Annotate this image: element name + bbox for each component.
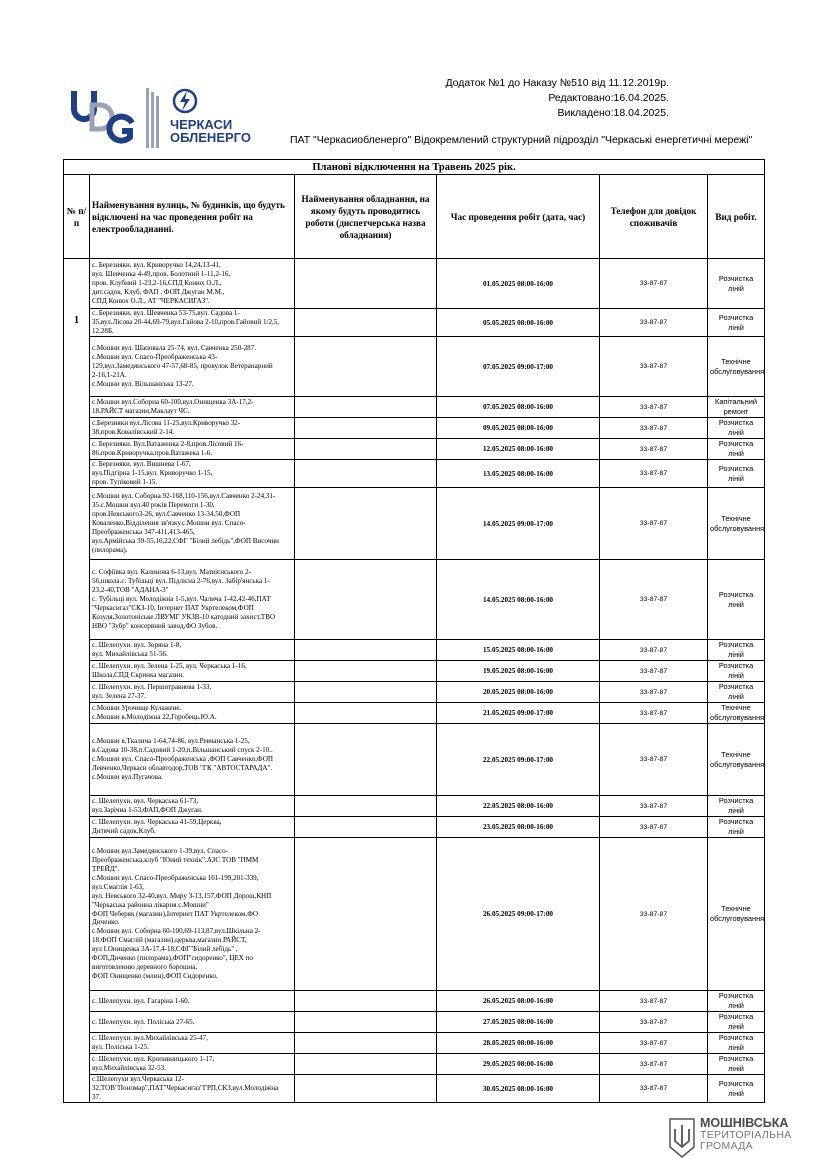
published-date: Викладено:18.04.2025.	[557, 107, 669, 119]
time-cell: 05.05.2025 08:00-16:00	[437, 309, 600, 337]
watermark-line3: ГРОМАДА	[700, 1140, 753, 1152]
work-type-cell: Розчистка ліній	[708, 661, 765, 682]
equipment-cell	[295, 337, 437, 397]
column-header-phone: Телефон для довідок споживачів	[600, 175, 708, 259]
work-type-cell: Капітальний ремонт	[708, 397, 765, 418]
streets-cell: с.Шелепухи вул.Черкаська 12- 32,ТОВ"Пономар",ПАТ"Черкасигаз"ГРП,СКЗ,вул.Молодіжна 37.	[90, 1075, 295, 1103]
table-row	[64, 488, 765, 560]
equipment-cell	[295, 397, 437, 418]
equipment-cell	[295, 682, 437, 703]
work-type-cell: Розчистка ліній	[708, 1075, 765, 1103]
work-type-cell: Технічне обслуговування	[708, 724, 765, 796]
table-body	[64, 259, 765, 1103]
equipment-cell	[295, 661, 437, 682]
time-cell: 14.05.2025 08:00-16:00	[437, 560, 600, 640]
table-row	[64, 337, 765, 397]
equipment-cell	[295, 1033, 437, 1054]
logo-stripes	[146, 88, 162, 148]
udg-logo	[70, 85, 135, 145]
streets-cell: с. Березняки. вул. Шевченка 53-75,вул. Садова 1- 35,вул.Лісова 20-44,69-79,вул.Гайова 2-10,пров.Гайовий 1/2,5, 12,28Б.	[90, 309, 295, 337]
streets-cell: с. Шелепухи. вул. Першотравнева 1-33, вул. Зелена 27-37.	[90, 682, 295, 703]
company-logo-text	[170, 118, 251, 144]
table-row	[64, 838, 765, 991]
streets-cell: с.Мошни вул. Соборна 92-168,110-156,вул.Савченко 2-24,31- 35.с.Мошни вул.40 років Перемоги 1-30, пров.Невського3-26, вул.Савченко 13-34,50,ФОП Коваленко,Відділення зв'язку.с.Мошни вул. Спасо- Преображенська 347-411,413-465, вул.Армійська 39-55,16,22,СФГ "Білий лебідь",ФОП Височин (пилорама).	[90, 488, 295, 560]
time-cell: 12.05.2025 08:00-16:00	[437, 439, 600, 460]
phone-cell: 33-87-87	[600, 661, 708, 682]
streets-cell: с. Софіївка вул. Калинова 6-13,вул. Матвієнського 2- 56,школа.с. Тубільці вул. Підлісна 2-76,вул. Забір'янська 1- 23,2-40,ТОВ "АДАНА-3" с. Тубільці вул. Молодіжна 1-5,вул. Чалича 1-42,42-46,ПАТ "Черкасигаз"СКЗ-10, Інтернет ПАТ Укртелеком,ФОП Козуля,Золотоніське ЛВУМГ УКЗВ-10 катодний захист,ТВО НВО "Зубр" консервний завод,ФО Зубов.	[90, 560, 295, 640]
document-header	[445, 76, 669, 121]
phone-cell: 33-87-87	[600, 703, 708, 724]
phone-cell: 33-87-87	[600, 397, 708, 418]
column-header-kind: Вид робіт.	[708, 175, 765, 259]
equipment-cell	[295, 703, 437, 724]
work-type-cell: Розчистка ліній	[708, 796, 765, 817]
column-header-time: Час проведення робіт (дата, час)	[437, 175, 600, 259]
streets-cell: с.Мошни в.Ткалича 1-64,74-86, вул.Ревчанська 1-25, в.Садова 10-38,п.Садовий 1-20,п.Вільшанський спуск 2-10.. с.Мошни вул. Спасо-Преображенська ,ФОП Савченко,ФОП Левченко,Черкаси облавтодор,ТОВ "ГК "АВТОСТАРАДА". с.Мошни вул.Пугачова.	[90, 724, 295, 796]
work-type-cell: Розчистка ліній	[708, 439, 765, 460]
table-row	[64, 418, 765, 439]
streets-cell: с. Шелепухи. вул. Зелена 1-25, вул. Черкаська 1-16, Школа,СПД Скринка магазин.	[90, 661, 295, 682]
work-type-cell: Розчистка ліній	[708, 991, 765, 1012]
table-row	[64, 991, 765, 1012]
table-row	[64, 796, 765, 817]
time-cell: 07.05.2025 08:00-16:00	[437, 397, 600, 418]
time-cell: 15.05.2025 08:00-16:00	[437, 640, 600, 661]
lightning-logo-icon	[172, 88, 198, 114]
table-title-row	[64, 160, 765, 175]
equipment-cell	[295, 309, 437, 337]
phone-cell: 33-87-87	[600, 309, 708, 337]
phone-cell: 33-87-87	[600, 460, 708, 488]
phone-cell: 33-87-87	[600, 1075, 708, 1103]
time-cell: 26.05.2025 08:00-16:00	[437, 991, 600, 1012]
phone-cell: 33-87-87	[600, 488, 708, 560]
phone-cell: 33-87-87	[600, 1012, 708, 1033]
work-type-cell: Розчистка ліній	[708, 682, 765, 703]
time-cell: 21.05.2025 09:00-17:00	[437, 703, 600, 724]
time-cell: 23.05.2025 08:00-16:00	[437, 817, 600, 838]
table-row	[64, 682, 765, 703]
time-cell: 14.05.2025 09:00-17:00	[437, 488, 600, 560]
streets-cell: с. Шелепухи. вул. Гагаріна 1-60.	[90, 991, 295, 1012]
work-type-cell: Розчистка ліній	[708, 560, 765, 640]
watermark-line1: МОШНІВСЬКА	[700, 1116, 789, 1130]
company-name-line1: ЧЕРКАСИ	[170, 117, 233, 132]
column-header-equipment: Найменування обладнання, на якому будуть проводитись роботи (диспетчерська назва обладнания)	[295, 175, 437, 259]
group-number-cell: 1	[64, 259, 90, 1103]
work-type-cell: Технічне обслуговування	[708, 838, 765, 991]
time-cell: 13.05.2025 08:00-16:00	[437, 460, 600, 488]
equipment-cell	[295, 259, 437, 309]
phone-cell: 33-87-87	[600, 796, 708, 817]
equipment-cell	[295, 991, 437, 1012]
time-cell: 22.05.2025 09:00-17:00	[437, 724, 600, 796]
time-cell: 26.05.2025 09:00-17:00	[437, 838, 600, 991]
column-header-num: № п/п	[64, 175, 90, 259]
outage-schedule-table	[63, 159, 765, 1103]
time-cell: 09.05.2025 08:00-16:00	[437, 418, 600, 439]
streets-cell: с. Шелепухи. вул.Михайлівська 25-47, вул. Поліська 1-25.	[90, 1033, 295, 1054]
streets-cell: с. Березняки. Вул.Ватаженка 2-8,пров.Лісовий 16- 86,пров.Криворучка,пров.Ватажека 1-6.	[90, 439, 295, 460]
phone-cell: 33-87-87	[600, 337, 708, 397]
work-type-cell: Розчистка ліній	[708, 1012, 765, 1033]
equipment-cell	[295, 817, 437, 838]
time-cell: 01.05.2025 08:00-16:00	[437, 259, 600, 309]
streets-cell: с. Березняки. вул. Вишнева 1-67, вул.Підгірна 1-15,вул. Криворучко 1-15, пров. Тупіковий 1-15.	[90, 460, 295, 488]
table-row	[64, 1075, 765, 1103]
table-row	[64, 703, 765, 724]
streets-cell: с. Шелепухи. вул. Зоряна 1-8, вул. Михайлівська 51-56.	[90, 640, 295, 661]
time-cell: 07.05.2025 09:00-17:00	[437, 337, 600, 397]
table-row	[64, 640, 765, 661]
work-type-cell: Розчистка ліній	[708, 259, 765, 309]
equipment-cell	[295, 439, 437, 460]
equipment-cell	[295, 1075, 437, 1103]
column-header-streets: Найменування вулиць, № будинків, що будуть відключені на час проведення робіт на електрообладнанні.	[90, 175, 295, 259]
udg-logo-text: UDG	[70, 85, 73, 86]
community-watermark	[700, 1117, 792, 1152]
streets-cell: с. Шелепухи. вул. Кропивницького 1-17, вул.Михайлівська 32-53.	[90, 1054, 295, 1075]
work-type-cell: Розчистка ліній	[708, 418, 765, 439]
streets-cell: с. Шелепухи. вул. Черкаська 61-73, вул.Зарічна 1-53,ФАП,ФОП Джуган.	[90, 796, 295, 817]
phone-cell: 33-87-87	[600, 838, 708, 991]
equipment-cell	[295, 418, 437, 439]
table-title: Планові відключення на Травень 2025 рік.	[64, 160, 765, 175]
equipment-cell	[295, 1012, 437, 1033]
table-row	[64, 817, 765, 838]
equipment-cell	[295, 488, 437, 560]
phone-cell: 33-87-87	[600, 724, 708, 796]
company-name-line2: ОБЛЕНЕРГО	[170, 130, 251, 145]
streets-cell: с.Мошни вул.Замедянського 1-39,вул. Спасо- Преображенська,клуб "Юний технік",АЗС ТОВ "ПММ ТРЕЙД". с.Мошни вул. Спасо-Преображенська 161-199,201-339, вул.Смаглія 1-63, вул. Невського 32-40,вул. Миру 3-13,157,ФОП Дорош,КНП "Черкаська районна лікарня с.Мошни" ФОП Чеберяк (магазин),Інтернет ПАТ Укртелеком,ФО Диченко. с.Мошни вул. Соборна 60-100,69-113,87,вул.Шкільна 2- 18,ФОП Смаглій (магазин),церква,магазин РАЙСТ, вул І.Онищенка 3А-17,4-18,СФГ"Білий лебідь" , ФОП,Диченко (пилорама),ФОП"сидоренко", ЦЕХ по виготовленню деревного борошна, ФОП Онищенко (млин),ФОП Сидоренко.	[90, 838, 295, 991]
work-type-cell: Розчистка ліній	[708, 640, 765, 661]
equipment-cell	[295, 460, 437, 488]
table-header-row	[64, 175, 765, 259]
table-row	[64, 661, 765, 682]
work-type-cell: Розчистка ліній	[708, 309, 765, 337]
streets-cell: с.Мошни вул. Шаповала 25-74, вул. Савченка 250-287. с.Мошни вул. Спасо-Преображенська 43- 129,вул.Замедянського 47-57,68-85, провулок Ветеранарний 2-16,1-21А. с.Мошни вул. Вільшанська 13-27.	[90, 337, 295, 397]
equipment-cell	[295, 796, 437, 817]
watermark-line2: ТЕРИТОРІАЛЬНА	[700, 1129, 792, 1141]
work-type-cell: Розчистка ліній	[708, 1054, 765, 1075]
table-row	[64, 724, 765, 796]
phone-cell: 33-87-87	[600, 259, 708, 309]
equipment-cell	[295, 560, 437, 640]
phone-cell: 33-87-87	[600, 1033, 708, 1054]
phone-cell: 33-87-87	[600, 640, 708, 661]
work-type-cell: Розчистка ліній	[708, 1033, 765, 1054]
work-type-cell: Технічне обслуговування	[708, 488, 765, 560]
table-row	[64, 1033, 765, 1054]
phone-cell: 33-87-87	[600, 817, 708, 838]
phone-cell: 33-87-87	[600, 560, 708, 640]
table-row	[64, 259, 765, 309]
equipment-cell	[295, 724, 437, 796]
table-row	[64, 1012, 765, 1033]
phone-cell: 33-87-87	[600, 1054, 708, 1075]
work-type-cell: Розчистка ліній	[708, 817, 765, 838]
streets-cell: с. Шелепухи. вул. Поліська 27-65.	[90, 1012, 295, 1033]
time-cell: 20.05.2025 08:00-16:00	[437, 682, 600, 703]
edited-date: Редактовано:16.04.2025.	[548, 92, 669, 104]
time-cell: 19.05.2025 08:00-16:00	[437, 661, 600, 682]
phone-cell: 33-87-87	[600, 418, 708, 439]
table-row	[64, 1054, 765, 1075]
streets-cell: с.Мошни вул.Соборна 60-100,вул.Онищенка 3А-17,2- 18,РАЙСТ магазин,Маклаут ЧС.	[90, 397, 295, 418]
streets-cell: с. Березняки. вул. Криворучко 14,24,13-41, вул. Шевченка 4-49,пров. Болотний 1-11,2-16, пров. Клубний 1-23,2-16,СПД Конюх О.Л., дит.садок, Клуб, ФАП , ФОП Джуган М.М., СПД Конюх О.Л., АТ "ЧЕРКАСИГАЗ".	[90, 259, 295, 309]
trident-emblem-icon	[668, 1117, 696, 1159]
streets-cell: с.Березняки вул.Лісова 11-25,вул.Криворучко 32- 38,пров.Ковалівський 2-14.	[90, 418, 295, 439]
time-cell: 29.05.2025 08:00-16:00	[437, 1054, 600, 1075]
time-cell: 28.05.2025 08:00-16:00	[437, 1033, 600, 1054]
table-row	[64, 460, 765, 488]
table-row	[64, 439, 765, 460]
organization-line: ПАТ "Черкасиобленерго" Відокремлений структурний підрозділ "Черкаські енергетичні мережі"	[290, 134, 753, 146]
equipment-cell	[295, 838, 437, 991]
equipment-cell	[295, 640, 437, 661]
time-cell: 30.05.2025 08:00-16:00	[437, 1075, 600, 1103]
work-type-cell: Технічне обслуговування	[708, 703, 765, 724]
work-type-cell: Розчистка ліній	[708, 460, 765, 488]
equipment-cell	[295, 1054, 437, 1075]
table-row	[64, 397, 765, 418]
order-reference: Додаток №1 до Наказу №510 від 11.12.2019р.	[445, 77, 669, 89]
streets-cell: с. Шелепухи. вул. Черкаська 41-59,Церква, Дитячий садок,Клуб.	[90, 817, 295, 838]
time-cell: 22.05.2025 08:00-16:00	[437, 796, 600, 817]
streets-cell: с.Мошни Урочище Кулажене. с.Мошни в.Молодіжна 22,Горобець.Ю.А.	[90, 703, 295, 724]
phone-cell: 33-87-87	[600, 682, 708, 703]
phone-cell: 33-87-87	[600, 439, 708, 460]
table-row	[64, 560, 765, 640]
phone-cell: 33-87-87	[600, 991, 708, 1012]
table-row	[64, 309, 765, 337]
work-type-cell: Технічне обслуговування	[708, 337, 765, 397]
time-cell: 27.05.2025 08:00-16:00	[437, 1012, 600, 1033]
